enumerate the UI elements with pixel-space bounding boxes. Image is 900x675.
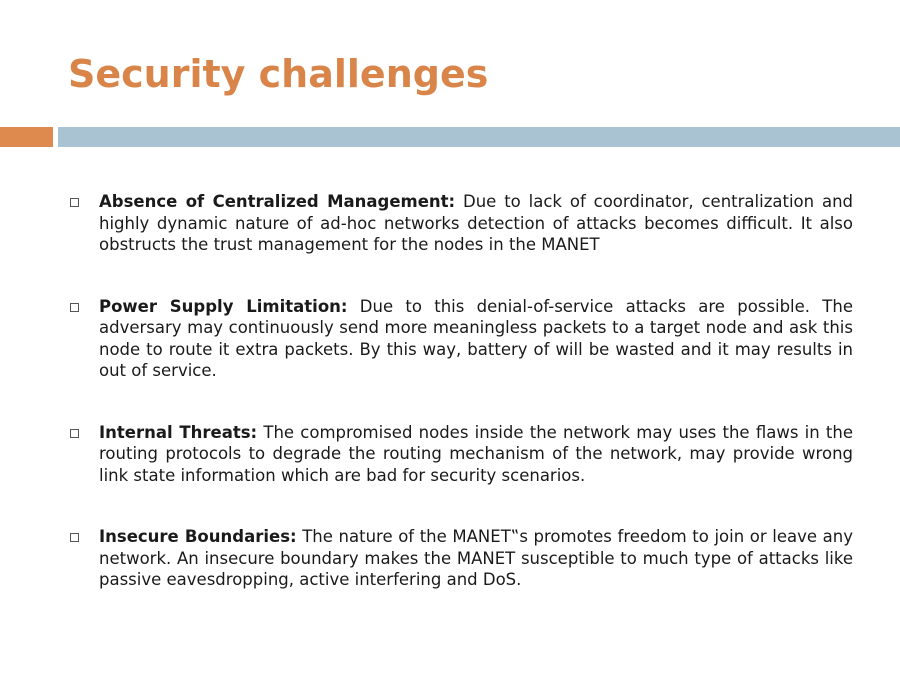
- bullet-item-power-supply: [70, 296, 853, 382]
- bullet-text: [99, 296, 853, 382]
- bullet-body: Due to this denial-of-service attacks are possible. The adversary may continuously send more meaningless packets to a target node and ask this node to route it extra packets. By this way, battery of will be wasted and it may results in out of service.: [99, 296, 853, 380]
- bullet-heading: Absence of Centralized Management:: [99, 192, 456, 211]
- bullet-item-centralized-management: [70, 191, 853, 256]
- bullet-item-insecure-boundaries: [70, 526, 853, 591]
- bullet-body: The nature of the MANET‟s promotes freedom to join or leave any network. An insecure boundary makes the MANET susceptible to much type of attacks like passive eavesdropping, active interfering and DoS.: [99, 527, 853, 589]
- bullet-list: [70, 191, 853, 591]
- slide-title: Security challenges: [68, 52, 489, 96]
- bullet-body: The compromised nodes inside the network may uses the flaws in the routing protocols to degrade the routing mechanism of the network, may provide wrong link state information which are bad for security scenarios.: [99, 422, 853, 485]
- bullet-item-internal-threats: [70, 422, 853, 487]
- bullet-text: [99, 526, 853, 591]
- square-bullet-icon: [70, 533, 79, 542]
- square-bullet-icon: [70, 429, 79, 438]
- bullet-text: [99, 422, 853, 487]
- title-divider-bar: [58, 127, 900, 147]
- square-bullet-icon: [70, 198, 79, 207]
- bullet-body: Due to lack of coordinator, centralization and highly dynamic nature of ad-hoc networks detection of attacks becomes difficult. It also obstructs the trust management for the nodes in the MANET: [99, 192, 853, 254]
- bullet-heading: Internal Threats:: [99, 422, 258, 442]
- bullet-heading: Insecure Boundaries:: [99, 527, 297, 546]
- title-accent-bar: [0, 127, 53, 147]
- square-bullet-icon: [70, 303, 79, 312]
- bullet-heading: Power Supply Limitation:: [99, 296, 348, 316]
- bullet-text: [99, 191, 853, 256]
